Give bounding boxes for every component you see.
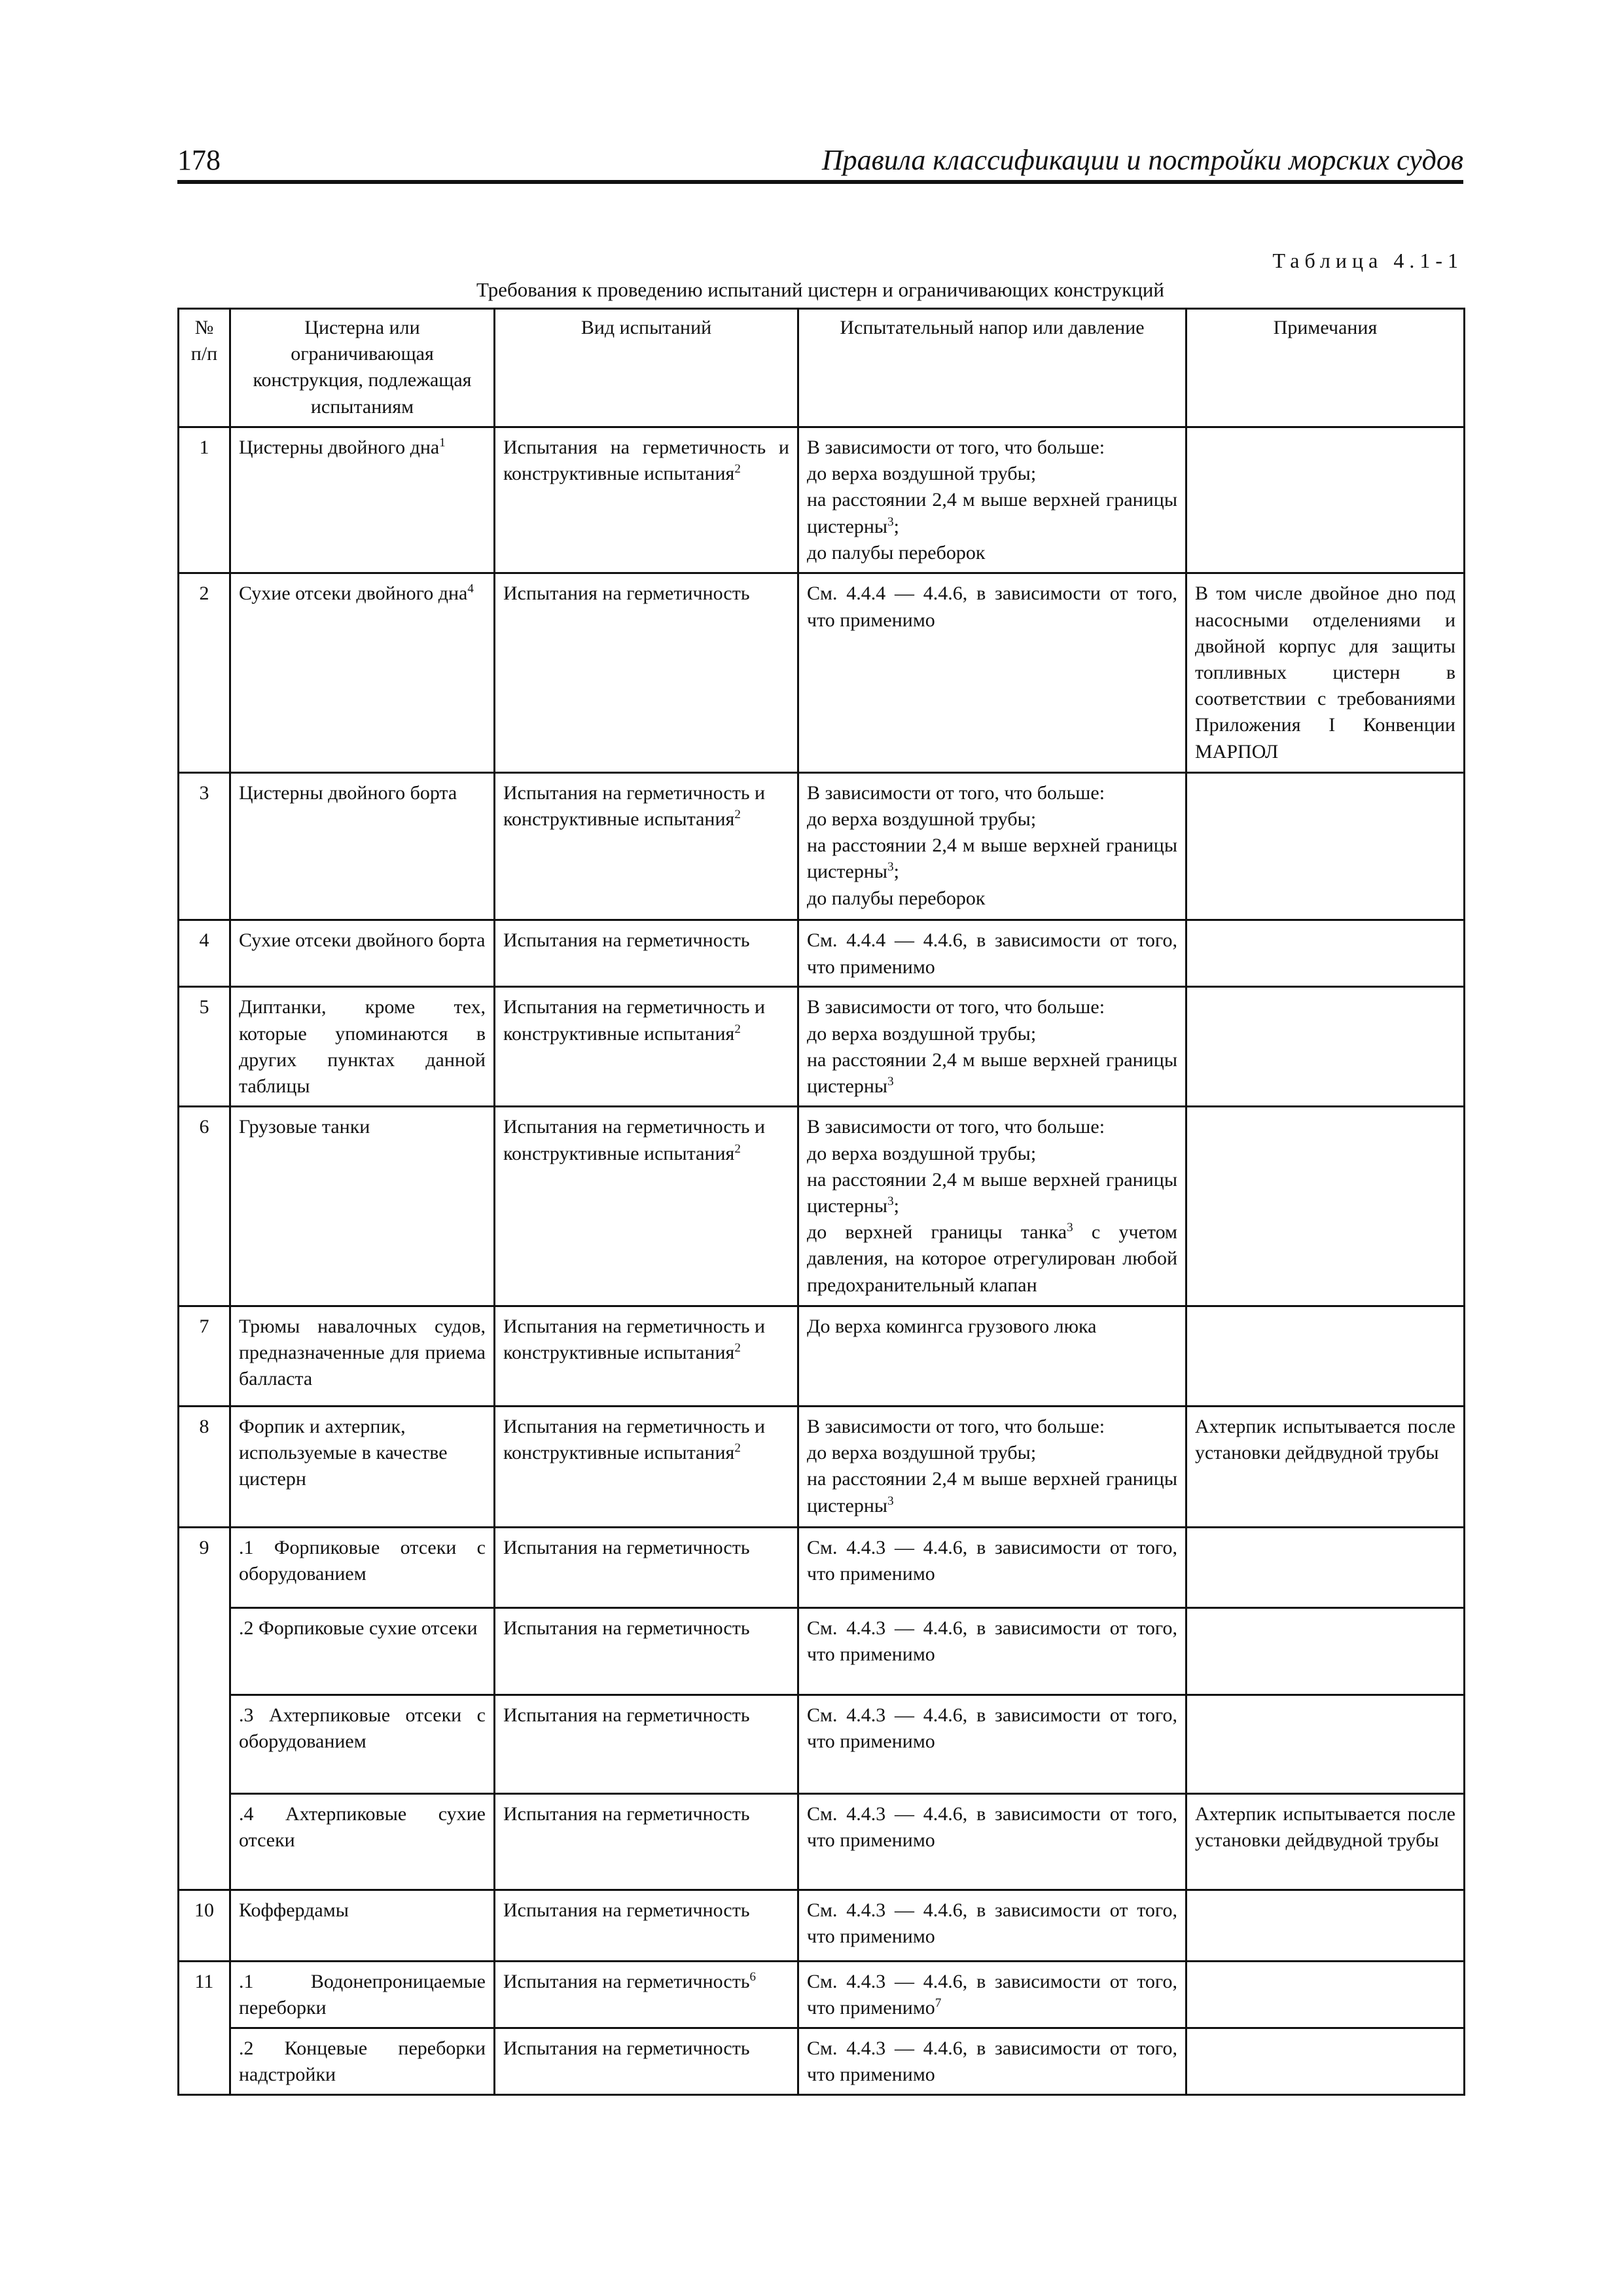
table-row <box>179 1306 1465 1406</box>
test-cell: Испытания на герметичность <box>495 920 798 987</box>
page-number: 178 <box>177 144 221 176</box>
tank-cell: .1 Водонепроницаемые переборки <box>230 1961 495 2028</box>
tank-cell: Коффердамы <box>230 1890 495 1961</box>
footnote-ref: 6 <box>749 1969 756 1984</box>
note-cell <box>1186 1528 1465 1608</box>
test-cell: Испытания на герметичность и конструктивные испытания$^2$ <box>495 1406 798 1527</box>
table-row <box>179 1406 1465 1527</box>
note-cell <box>1186 772 1465 920</box>
pressure-cell: См. 4.4.3 — 4.4.6, в зависимости от того, что применимо <box>798 1528 1186 1608</box>
test-cell: Испытания на герметичность и конструктивные испытания$^2$ <box>495 772 798 920</box>
tank-cell: .1 Форпиковые отсеки с оборудованием <box>230 1528 495 1608</box>
test-cell: Испытания на герметичность$^6$ <box>495 1961 798 2028</box>
note-cell <box>1186 987 1465 1107</box>
note-cell <box>1186 920 1465 987</box>
tank-cell: .4 Ахтерпиковые сухие отсеки <box>230 1793 495 1890</box>
test-cell: Испытания на герметичность и конструктивные испытания$^2$ <box>495 1107 798 1306</box>
tank-cell: Сухие отсеки двойного дна$^4$ <box>230 573 495 772</box>
tank-cell: .2 Форпиковые сухие отсеки <box>230 1608 495 1695</box>
note-cell <box>1186 1306 1465 1406</box>
table-row <box>179 1695 1465 1793</box>
table-row <box>179 573 1465 772</box>
note-cell <box>1186 1608 1465 1695</box>
pressure-cell: См. 4.4.3 — 4.4.6, в зависимости от того, что применимо <box>798 1793 1186 1890</box>
test-cell: Испытания на герметичность <box>495 573 798 772</box>
test-cell: Испытания на герметичность <box>495 1793 798 1890</box>
tank-cell: .3 Ахтерпиковые отсеки с оборудованием <box>230 1695 495 1793</box>
table-row <box>179 1890 1465 1961</box>
table-row <box>179 427 1465 573</box>
row-number: 3 <box>179 772 230 920</box>
note-cell <box>1186 1695 1465 1793</box>
table-row <box>179 772 1465 920</box>
pressure-cell: См. 4.4.4 — 4.4.6, в зависимости от того, что применимо <box>798 920 1186 987</box>
footnote-ref: 2 <box>734 1341 741 1355</box>
tank-cell: Сухие отсеки двойного борта <box>230 920 495 987</box>
test-cell: Испытания на герметичность <box>495 1695 798 1793</box>
row-number: 6 <box>179 1107 230 1306</box>
tank-cell: Форпик и ахтерпик, используемые в качестве цистерн <box>230 1406 495 1527</box>
row-number: 11 <box>179 1961 230 2094</box>
pressure-cell: В зависимости от того, что больше: до верха воздушной трубы; на расстоянии 2,4 м выше верхней границы цистерны$^3$; до верхней границы танка$^3$ с учетом давления, на которое отрегулирован любой предохранительный клапан <box>798 1107 1186 1306</box>
column-header: Испытательный напор или давление <box>798 309 1186 427</box>
column-header: Вид испытаний <box>495 309 798 427</box>
row-number: 7 <box>179 1306 230 1406</box>
note-cell <box>1186 1890 1465 1961</box>
row-number: 9 <box>179 1528 230 1890</box>
test-cell: Испытания на герметичность и конструктивные испытания$^2$ <box>495 427 798 573</box>
footnote-ref: 4 <box>467 582 474 596</box>
column-header: Примечания <box>1186 309 1465 427</box>
note-cell <box>1186 427 1465 573</box>
pressure-cell: В зависимости от того, что больше: до верха воздушной трубы; на расстоянии 2,4 м выше верхней границы цистерны$^3$ <box>798 1406 1186 1527</box>
table-row <box>179 2028 1465 2094</box>
footnote-ref: 2 <box>734 1141 741 1156</box>
table-row <box>179 1528 1465 1608</box>
row-number: 1 <box>179 427 230 573</box>
table-number: Таблица 4.1-1 <box>1272 249 1463 272</box>
test-cell: Испытания на герметичность <box>495 1608 798 1695</box>
column-header: Цистерна или ограничивающая конструкция, подлежащая испытаниям <box>230 309 495 427</box>
row-number: 10 <box>179 1890 230 1961</box>
row-number: 5 <box>179 987 230 1107</box>
pressure-cell: См. 4.4.3 — 4.4.6, в зависимости от того, что применимо <box>798 1695 1186 1793</box>
footnote-ref: 2 <box>734 808 741 822</box>
table-row <box>179 1608 1465 1695</box>
test-cell: Испытания на герметичность и конструктивные испытания$^2$ <box>495 987 798 1107</box>
table-row <box>179 920 1465 987</box>
table-caption: Требования к проведению испытаний цистерн и ограничивающих конструкций <box>476 278 1165 301</box>
tank-cell: Диптанки, кроме тех, которые упоминаются в других пунктах данной таблицы <box>230 987 495 1107</box>
tank-cell: .2 Концевые переборки надстройки <box>230 2028 495 2094</box>
pressure-cell: В зависимости от того, что больше: до верха воздушной трубы; на расстоянии 2,4 м выше верхней границы цистерны$^3$ <box>798 987 1186 1107</box>
note-cell <box>1186 1961 1465 2028</box>
note-cell <box>1186 1107 1465 1306</box>
note-cell <box>1186 2028 1465 2094</box>
pressure-cell: См. 4.4.3 — 4.4.6, в зависимости от того, что применимо <box>798 2028 1186 2094</box>
footnote-ref: 7 <box>935 1996 942 2010</box>
test-cell: Испытания на герметичность <box>495 2028 798 2094</box>
pressure-cell: См. 4.4.3 — 4.4.6, в зависимости от того, что применимо <box>798 1890 1186 1961</box>
note-cell: Ахтерпик испытывается после установки дейдвудной трубы <box>1186 1406 1465 1527</box>
table-row <box>179 1107 1465 1306</box>
row-number: 4 <box>179 920 230 987</box>
table-row <box>179 1961 1465 2028</box>
pressure-cell: До верха комингса грузового люка <box>798 1306 1186 1406</box>
footnote-ref: 2 <box>734 462 741 476</box>
pressure-cell: См. 4.4.3 — 4.4.6, в зависимости от того, что применимо <box>798 1608 1186 1695</box>
pressure-cell: См. 4.4.3 — 4.4.6, в зависимости от того, что применимо$^7$ <box>798 1961 1186 2028</box>
footnote-ref: 2 <box>734 1441 741 1456</box>
footnote-ref: 1 <box>439 435 446 450</box>
pressure-cell: В зависимости от того, что больше: до верха воздушной трубы; на расстоянии 2,4 м выше верхней границы цистерны$^3$; до палубы переборок <box>798 427 1186 573</box>
test-cell: Испытания на герметичность <box>495 1890 798 1961</box>
requirements-table <box>177 308 1465 2096</box>
test-cell: Испытания на герметичность и конструктивные испытания$^2$ <box>495 1306 798 1406</box>
table-row <box>179 987 1465 1107</box>
running-title: Правила классификации и постройки морских судов <box>821 144 1463 176</box>
row-number: 8 <box>179 1406 230 1527</box>
test-cell: Испытания на герметичность <box>495 1528 798 1608</box>
table-row <box>179 1793 1465 1890</box>
tank-cell: Грузовые танки <box>230 1107 495 1306</box>
note-cell: Ахтерпик испытывается после установки дейдвудной трубы <box>1186 1793 1465 1890</box>
note-cell: В том числе двойное дно под насосными отделениями и двойной корпус для защиты топливных цистерн в соответствии с требованиями Приложения I Конвенции МАРПОЛ <box>1186 573 1465 772</box>
page-header <box>177 134 1463 184</box>
row-number: 2 <box>179 573 230 772</box>
pressure-cell: В зависимости от того, что больше: до верха воздушной трубы; на расстоянии 2,4 м выше верхней границы цистерны$^3$; до палубы переборок <box>798 772 1186 920</box>
table-header-row <box>179 309 1465 427</box>
pressure-cell: См. 4.4.4 — 4.4.6, в зависимости от того, что применимо <box>798 573 1186 772</box>
footnote-ref: 2 <box>734 1022 741 1036</box>
tank-cell: Цистерны двойного дна$^1$ <box>230 427 495 573</box>
tank-cell: Цистерны двойного борта <box>230 772 495 920</box>
column-header: № п/п <box>179 309 230 427</box>
tank-cell: Трюмы навалочных судов, предназначенные для приема балласта <box>230 1306 495 1406</box>
